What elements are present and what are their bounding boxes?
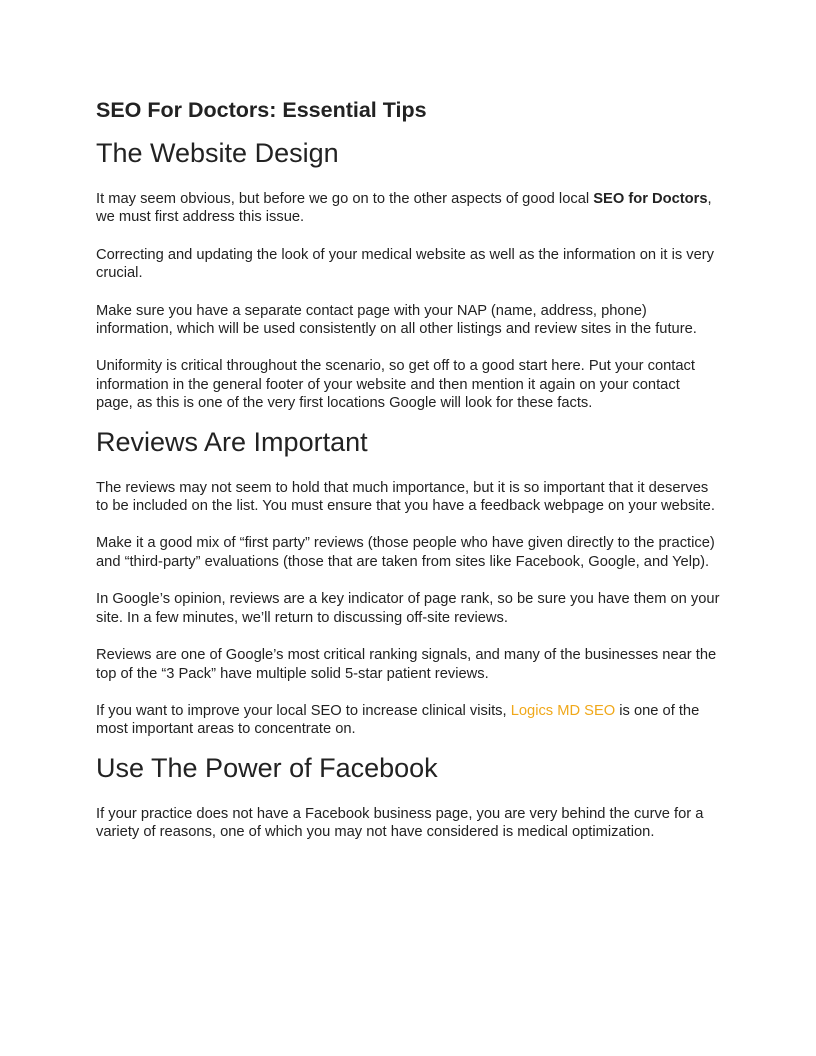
paragraph: If your practice does not have a Facebook business page, you are very behind the curve for a variety of reasons, one of which you may not have considered is medical optimization.: [96, 805, 704, 841]
paragraph: Reviews are one of Google’s most critical ranking signals, and many of the businesses near the top of the “3 Pack” have multiple solid 5-star patient reviews.: [96, 647, 717, 682]
paragraph: Make sure you have a separate contact page with your NAP (name, address, phone) information, which will be used consistently on all other listings and review sites in the future.: [96, 302, 697, 338]
paragraph: [96, 702, 720, 739]
section-website-design: [96, 136, 720, 413]
section-heading-reviews: Reviews Are Important: [96, 426, 368, 457]
bold-keyword: SEO for Doctors: [593, 191, 708, 207]
paragraph: Make it a good mix of “first party” reviews (those people who have given directly to the practice) and “third-party” evaluations (those that are taken from sites like Facebook, Google, and Yelp).: [96, 535, 715, 570]
paragraph: [96, 190, 720, 227]
document-title: SEO For Doctors: Essential Tips: [96, 98, 427, 122]
paragraph: Uniformity is critical throughout the scenario, so get off to a good start here. Put your contact information in the general footer of your website and then mention it again on your contact page, as this is one of the very first locations Google will look for these facts.: [96, 358, 695, 412]
section-heading-facebook: Use The Power of Facebook: [96, 752, 438, 783]
section-reviews: [96, 425, 720, 739]
paragraph-text: is one of the most important areas to concentrate on.: [96, 702, 700, 738]
paragraph: In Google’s opinion, reviews are a key indicator of page rank, so be sure you have them on your site. In a few minutes, we’ll return to discussing off-site reviews.: [96, 591, 720, 626]
document-page: [96, 96, 720, 861]
paragraph: The reviews may not seem to hold that much importance, but it is so important that it deserves to be included on the list. You must ensure that you have a feedback webpage on your website.: [96, 479, 715, 515]
section-facebook: [96, 751, 720, 842]
logics-md-seo-link[interactable]: Logics MD SEO: [510, 702, 616, 719]
paragraph-text: It may seem obvious, but before we go on to the other aspects of good local: [96, 191, 594, 207]
paragraph-text: If you want to improve your local SEO to increase clinical visits,: [96, 702, 511, 719]
paragraph: Correcting and updating the look of your medical website as well as the information on it is very crucial.: [96, 246, 715, 282]
paragraph-text: , we must first address this issue.: [96, 191, 712, 226]
section-heading-website-design: The Website Design: [96, 138, 339, 168]
